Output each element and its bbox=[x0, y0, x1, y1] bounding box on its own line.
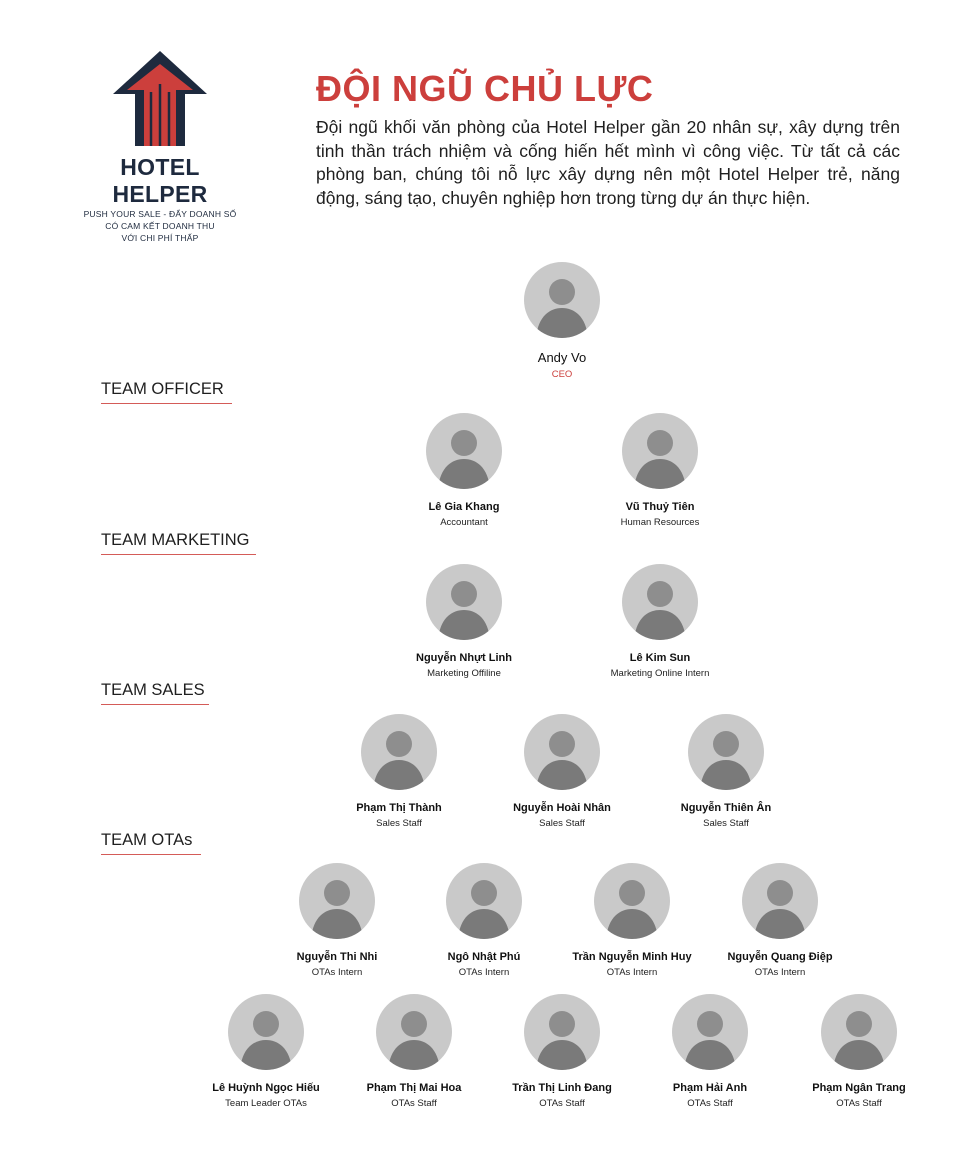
intro-paragraph: Đội ngũ khối văn phòng của Hotel Helper gần 20 nhân sự, xây dựng trên tinh thần trách nhiệm và cống hiến hết mình vì công việc. Từ tất cả các phòng ban, chúng tôi nỗ lực xây dựng nên một Hotel Helper trẻ, năng động, sáng tạo, chuyên nghiệp hơn trong từng dự án thực hiện. bbox=[316, 117, 900, 208]
member-role: OTAs Staff bbox=[687, 1098, 733, 1109]
company-logo bbox=[72, 48, 248, 244]
member-card bbox=[625, 994, 795, 1109]
member-card bbox=[252, 863, 422, 978]
member-card bbox=[181, 994, 351, 1109]
avatar bbox=[594, 863, 670, 939]
team-label-marketing: TEAM MARKETING bbox=[101, 531, 256, 555]
avatar bbox=[446, 863, 522, 939]
avatar bbox=[672, 994, 748, 1070]
member-card bbox=[575, 413, 745, 528]
member-name: Nguyễn Nhựt Linh bbox=[416, 652, 512, 664]
member-role: CEO bbox=[551, 369, 573, 380]
member-name: Lê Gia Khang bbox=[428, 501, 500, 513]
page-title: ĐỘI NGŨ CHỦ LỰC bbox=[316, 68, 654, 109]
member-card bbox=[477, 262, 647, 380]
member-name: Nguyễn Quang Điệp bbox=[727, 951, 833, 963]
member-name: Nguyễn Hoài Nhân bbox=[513, 802, 611, 814]
member-name: Nguyễn Thi Nhi bbox=[296, 951, 378, 963]
avatar bbox=[524, 262, 600, 338]
member-name: Vũ Thuỷ Tiên bbox=[625, 501, 695, 513]
member-card bbox=[477, 994, 647, 1109]
member-name: Phạm Hải Anh bbox=[672, 1082, 748, 1094]
member-role: Sales Staff bbox=[539, 818, 585, 829]
member-role: OTAs Intern bbox=[754, 967, 806, 978]
member-card bbox=[477, 714, 647, 829]
logo-tagline-3: VỚI CHI PHÍ THẤP bbox=[121, 233, 199, 243]
avatar bbox=[228, 994, 304, 1070]
logo-tagline-1: PUSH YOUR SALE - ĐẨY DOANH SỐ bbox=[83, 209, 237, 219]
member-name: Trần Nguyễn Minh Huy bbox=[572, 951, 692, 963]
team-label-officer: TEAM OFFICER bbox=[101, 380, 232, 404]
avatar bbox=[622, 413, 698, 489]
member-card bbox=[399, 863, 569, 978]
logo-tagline-2: CÓ CAM KẾT DOANH THU bbox=[105, 221, 215, 231]
member-role: OTAs Intern bbox=[458, 967, 510, 978]
member-role: Marketing Offiline bbox=[427, 668, 501, 679]
member-card bbox=[379, 413, 549, 528]
member-role: Sales Staff bbox=[703, 818, 749, 829]
member-name: Phạm Thị Mai Hoa bbox=[366, 1082, 462, 1094]
member-card bbox=[547, 863, 717, 978]
member-card bbox=[575, 564, 745, 679]
member-role: OTAs Staff bbox=[836, 1098, 882, 1109]
member-card bbox=[695, 863, 865, 978]
member-role: Team Leader OTAs bbox=[225, 1098, 307, 1109]
member-card bbox=[379, 564, 549, 679]
team-label-otas: TEAM OTAs bbox=[101, 831, 201, 855]
member-card bbox=[641, 714, 811, 829]
member-name: Lê Kim Sun bbox=[629, 652, 691, 664]
avatar bbox=[622, 564, 698, 640]
avatar bbox=[376, 994, 452, 1070]
member-name: Trần Thị Linh Đang bbox=[512, 1082, 612, 1094]
member-card bbox=[329, 994, 499, 1109]
member-name: Andy Vo bbox=[537, 350, 587, 365]
member-name: Ngô Nhật Phú bbox=[447, 951, 521, 963]
member-card bbox=[774, 994, 944, 1109]
avatar bbox=[524, 714, 600, 790]
logo-brand-name: HOTEL HELPER bbox=[112, 154, 208, 207]
member-name: Nguyễn Thiên Ân bbox=[680, 802, 772, 814]
member-card bbox=[314, 714, 484, 829]
team-label-sales: TEAM SALES bbox=[101, 681, 209, 705]
member-role: Accountant bbox=[440, 517, 488, 528]
avatar bbox=[742, 863, 818, 939]
member-name: Phạm Ngân Trang bbox=[812, 1082, 906, 1094]
member-name: Lê Huỳnh Ngọc Hiếu bbox=[212, 1082, 320, 1094]
up-arrow-logo-icon bbox=[110, 48, 210, 148]
avatar bbox=[426, 413, 502, 489]
avatar bbox=[688, 714, 764, 790]
member-role: Human Resources bbox=[620, 517, 700, 528]
member-role: OTAs Staff bbox=[391, 1098, 437, 1109]
avatar bbox=[426, 564, 502, 640]
avatar bbox=[524, 994, 600, 1070]
avatar bbox=[361, 714, 437, 790]
member-name: Phạm Thị Thành bbox=[356, 802, 442, 814]
member-role: OTAs Intern bbox=[311, 967, 363, 978]
avatar bbox=[299, 863, 375, 939]
member-role: Sales Staff bbox=[376, 818, 422, 829]
member-role: Marketing Online Intern bbox=[610, 668, 710, 679]
avatar bbox=[821, 994, 897, 1070]
member-role: OTAs Intern bbox=[606, 967, 658, 978]
member-role: OTAs Staff bbox=[539, 1098, 585, 1109]
